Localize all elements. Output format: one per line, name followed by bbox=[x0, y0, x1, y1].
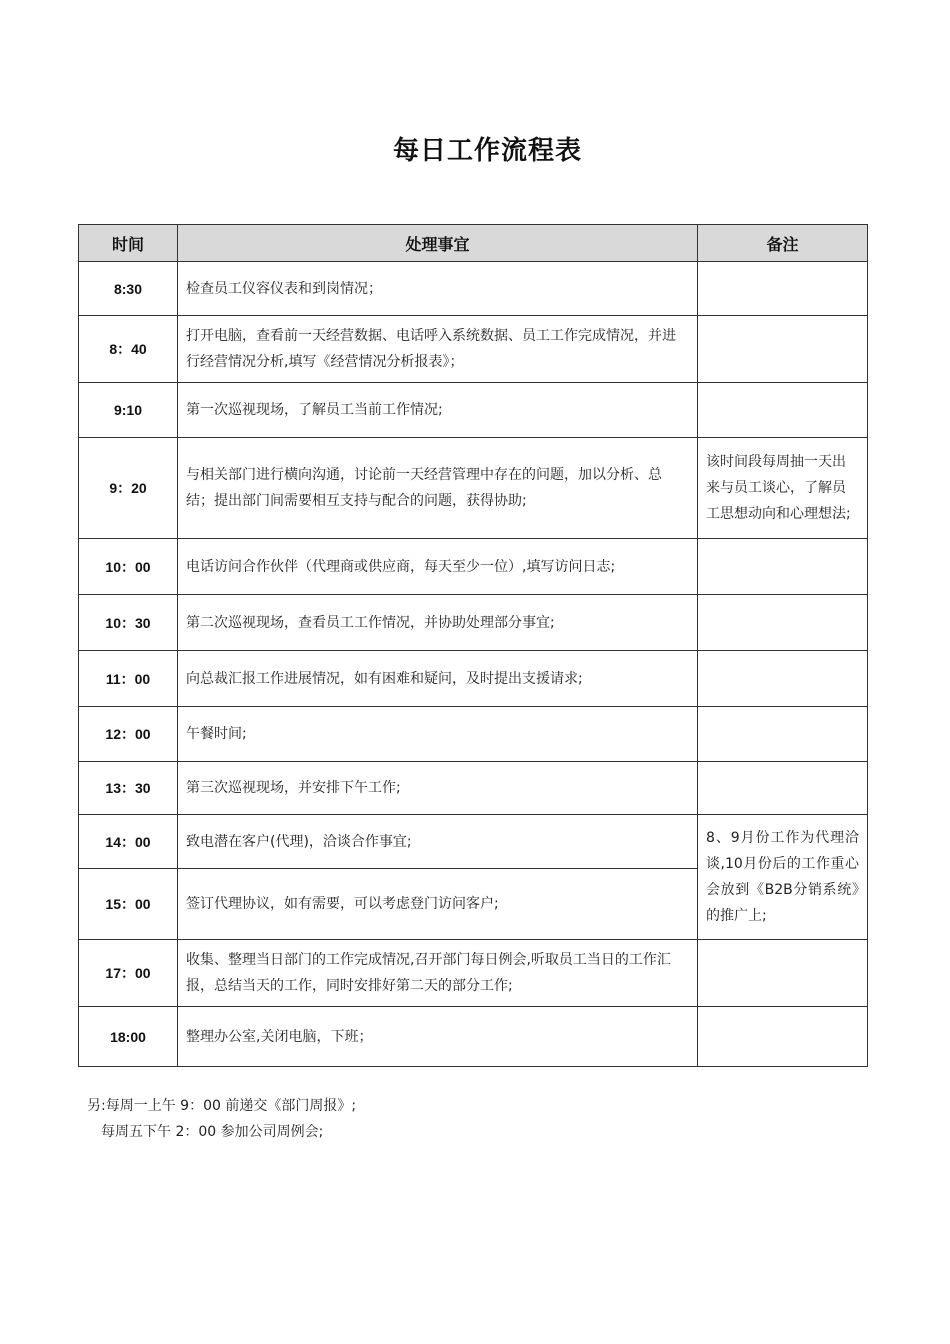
time-cell: 11：00 bbox=[79, 651, 178, 707]
note-cell bbox=[698, 651, 868, 707]
note-cell bbox=[698, 762, 868, 815]
note-cell: 8、9月份工作为代理洽谈,10月份后的工作重心会放到《B2B分销系统》的推广上; bbox=[698, 815, 868, 940]
task-cell: 收集、整理当日部门的工作完成情况,召开部门每日例会,听取员工当日的工作汇报，总结当天的工作，同时安排好第二天的部分工作; bbox=[178, 940, 698, 1007]
task-cell: 第二次巡视现场，查看员工工作情况，并协助处理部分事宜; bbox=[178, 595, 698, 651]
table-row bbox=[79, 651, 868, 707]
task-cell: 与相关部门进行横向沟通，讨论前一天经营管理中存在的问题，加以分析、总结；提出部门间需要相互支持与配合的问题，获得协助; bbox=[178, 438, 698, 539]
note-cell bbox=[698, 940, 868, 1007]
footer-notes bbox=[87, 1093, 356, 1145]
footer-line-weekly-report: 另:每周一上午 9：00 前递交《部门周报》; bbox=[87, 1098, 357, 1114]
task-cell: 第三次巡视现场，并安排下午工作; bbox=[178, 762, 698, 815]
task-cell: 午餐时间; bbox=[178, 707, 698, 762]
time-cell: 18:00 bbox=[79, 1007, 178, 1067]
table-row bbox=[79, 438, 868, 539]
table-row bbox=[79, 262, 868, 316]
task-cell: 检查员工仪容仪表和到岗情况； bbox=[178, 262, 698, 316]
task-cell: 第一次巡视现场，了解员工当前工作情况; bbox=[178, 383, 698, 438]
note-cell bbox=[698, 316, 868, 383]
task-cell: 向总裁汇报工作进展情况，如有困难和疑问，及时提出支援请求; bbox=[178, 651, 698, 707]
table-row bbox=[79, 815, 868, 869]
task-cell: 电话访问合作伙伴（代理商或供应商，每天至少一位）,填写访问日志; bbox=[178, 539, 698, 595]
table-row bbox=[79, 383, 868, 438]
time-cell: 10：00 bbox=[79, 539, 178, 595]
table-row bbox=[79, 316, 868, 383]
schedule-table bbox=[78, 224, 868, 1067]
time-cell: 15：00 bbox=[79, 869, 178, 940]
time-cell: 8:30 bbox=[79, 262, 178, 316]
note-cell bbox=[698, 707, 868, 762]
time-cell: 14：00 bbox=[79, 815, 178, 869]
note-cell bbox=[698, 1007, 868, 1067]
table-row bbox=[79, 1007, 868, 1067]
header-task: 处理事宜 bbox=[178, 225, 698, 262]
task-cell: 签订代理协议，如有需要，可以考虑登门访问客户; bbox=[178, 869, 698, 940]
time-cell: 9：20 bbox=[79, 438, 178, 539]
table-row bbox=[79, 762, 868, 815]
task-cell: 整理办公室,关闭电脑，下班； bbox=[178, 1007, 698, 1067]
table-row bbox=[79, 940, 868, 1007]
time-cell: 13：30 bbox=[79, 762, 178, 815]
note-cell bbox=[698, 595, 868, 651]
note-cell: 该时间段每周抽一天出来与员工谈心，了解员工思想动向和心理想法; bbox=[698, 438, 868, 539]
table-row bbox=[79, 539, 868, 595]
time-cell: 12：00 bbox=[79, 707, 178, 762]
task-cell: 打开电脑，查看前一天经营数据、电话呼入系统数据、员工工作完成情况，并进行经营情况分析,填写《经营情况分析报表》； bbox=[178, 316, 698, 383]
time-cell: 10：30 bbox=[79, 595, 178, 651]
table-row bbox=[79, 595, 868, 651]
time-cell: 9:10 bbox=[79, 383, 178, 438]
page-title: 每日工作流程表 bbox=[392, 136, 582, 166]
task-cell: 致电潜在客户(代理)，洽谈合作事宜; bbox=[178, 815, 698, 869]
footer-line-weekly-meeting: 每周五下午 2：00 参加公司周例会; bbox=[101, 1124, 324, 1140]
table-row bbox=[79, 707, 868, 762]
header-time: 时间 bbox=[79, 225, 178, 262]
note-cell bbox=[698, 262, 868, 316]
header-note: 备注 bbox=[698, 225, 868, 262]
table-header-row bbox=[79, 225, 868, 262]
note-cell bbox=[698, 383, 868, 438]
time-cell: 17：00 bbox=[79, 940, 178, 1007]
note-cell bbox=[698, 539, 868, 595]
time-cell: 8：40 bbox=[79, 316, 178, 383]
